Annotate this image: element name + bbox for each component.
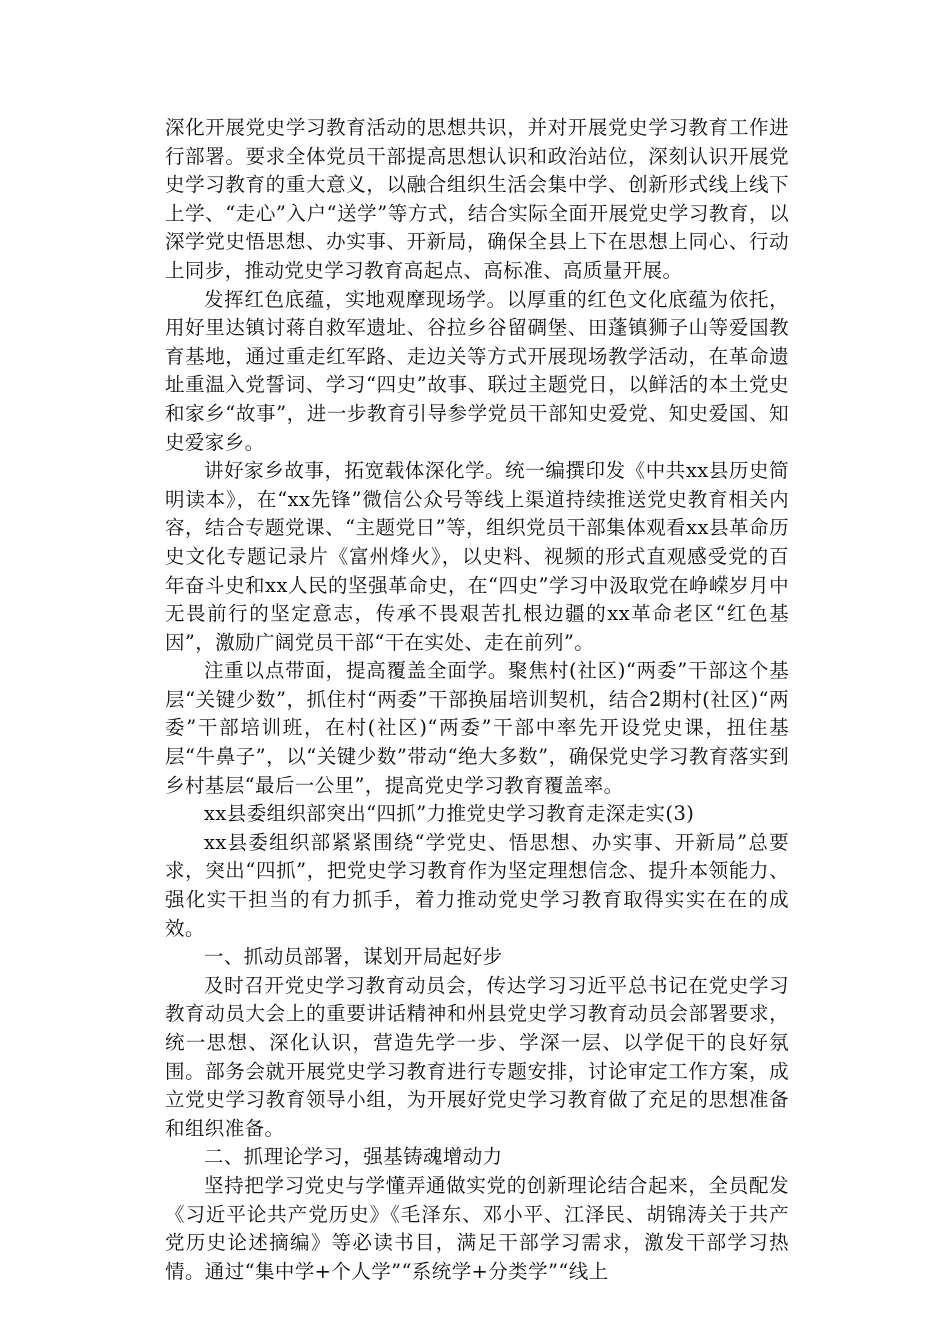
section-heading: 二、抓理论学习，强基铸魂增动力 [204, 1145, 503, 1169]
paragraph: 及时召开党史学习教育动员会，传达学习习近平总书记在党史学习教育动员大会上的重要讲话精神和州县党史学习教育动员会部署要求，统一思想、深化认识，营造先学一步、学深一层、以学促干的良好氛围。部务会就开展党史学习教育进行专题安排，讨论审定工作方案，成立党史学习教育领导小组，为开展好党史学习教育做了充足的思想准备和组织准备。 [165, 973, 789, 1140]
document-body [165, 114, 789, 1286]
section-title: xx县委组织部突出“四抓”力推党史学习教育走深走实(3) [204, 802, 695, 826]
paragraph: 深化开展党史学习教育活动的思想共识，并对开展党史学习教育工作进行部署。要求全体党员干部提高思想认识和政治站位，深刻认识开展党史学习教育的重大意义，以融合组织生活会集中学、创新形式线上线下上学、“走心”入户“送学”等方式，结合实际全面开展党史学习教育，以深学党史悟思想、办实事、开新局，确保全县上下在思想上同心、行动上同步，推动党史学习教育高起点、高标准、高质量开展。 [165, 116, 789, 282]
paragraph: 发挥红色底蕴，实地观摩现场学。以厚重的红色文化底蕴为依托，用好里达镇讨蒋自救军遗址、谷拉乡谷留碉堡、田蓬镇狮子山等爱国教育基地，通过重走红军路、走边关等方式开展现场教学活动，在革命遗址重温入党誓词、学习“四史”故事、联过主题党日，以鲜活的本土党史和家乡“故事”，进一步教育引导参学党员干部知史爱党、知史爱国、知史爱家乡。 [165, 287, 789, 454]
paragraph: 坚持把学习党史与学懂弄通做实党的创新理论结合起来，全员配发《习近平论共产党历史》《毛泽东、邓小平、江泽民、胡锦涛关于共产党历史论述摘编》等必读书目，满足干部学习需求，激发干部学习热情。通过“集中学+个人学”“系统学+分类学”“线上 [165, 1173, 789, 1283]
section-heading: 一、抓动员部署，谋划开局起好步 [204, 945, 503, 969]
paragraph: xx县委组织部紧紧围绕“学党史、悟思想、办实事、开新局”总要求，突出“四抓”，把党史学习教育作为坚定理想信念、提升本领能力、强化实干担当的有力抓手，着力推动党史学习教育取得实实在在的成效。 [165, 830, 789, 940]
paragraph: 讲好家乡故事，拓宽载体深化学。统一编撰印发《中共xx县历史简明读本》，在“xx先锋”微信公众号等线上渠道持续推送党史教育相关内容，结合专题党课、“主题党日”等，组织党员干部集体观看xx县革命历史文化专题记录片《富州烽火》，以史料、视频的形式直观感受党的百年奋斗史和xx人民的坚强革命史，在“四史”学习中汲取党在峥嵘岁月中无畏前行的坚定意志，传承不畏艰苦扎根边疆的xx革命老区“红色基因”，激励广阔党员干部“干在实处、走在前列”。 [165, 459, 789, 654]
paragraph: 注重以点带面，提高覆盖全面学。聚焦村(社区)“两委”干部这个基层“关键少数”，抓住村“两委”干部换届培训契机，结合2期村(社区)“两委”干部培训班，在村(社区)“两委”干部中率先开设党史课，扭住基层“牛鼻子”，以“关键少数”带动“绝大多数”，确保党史学习教育落实到乡村基层“最后一公里”，提高党史学习教育覆盖率。 [165, 659, 789, 797]
